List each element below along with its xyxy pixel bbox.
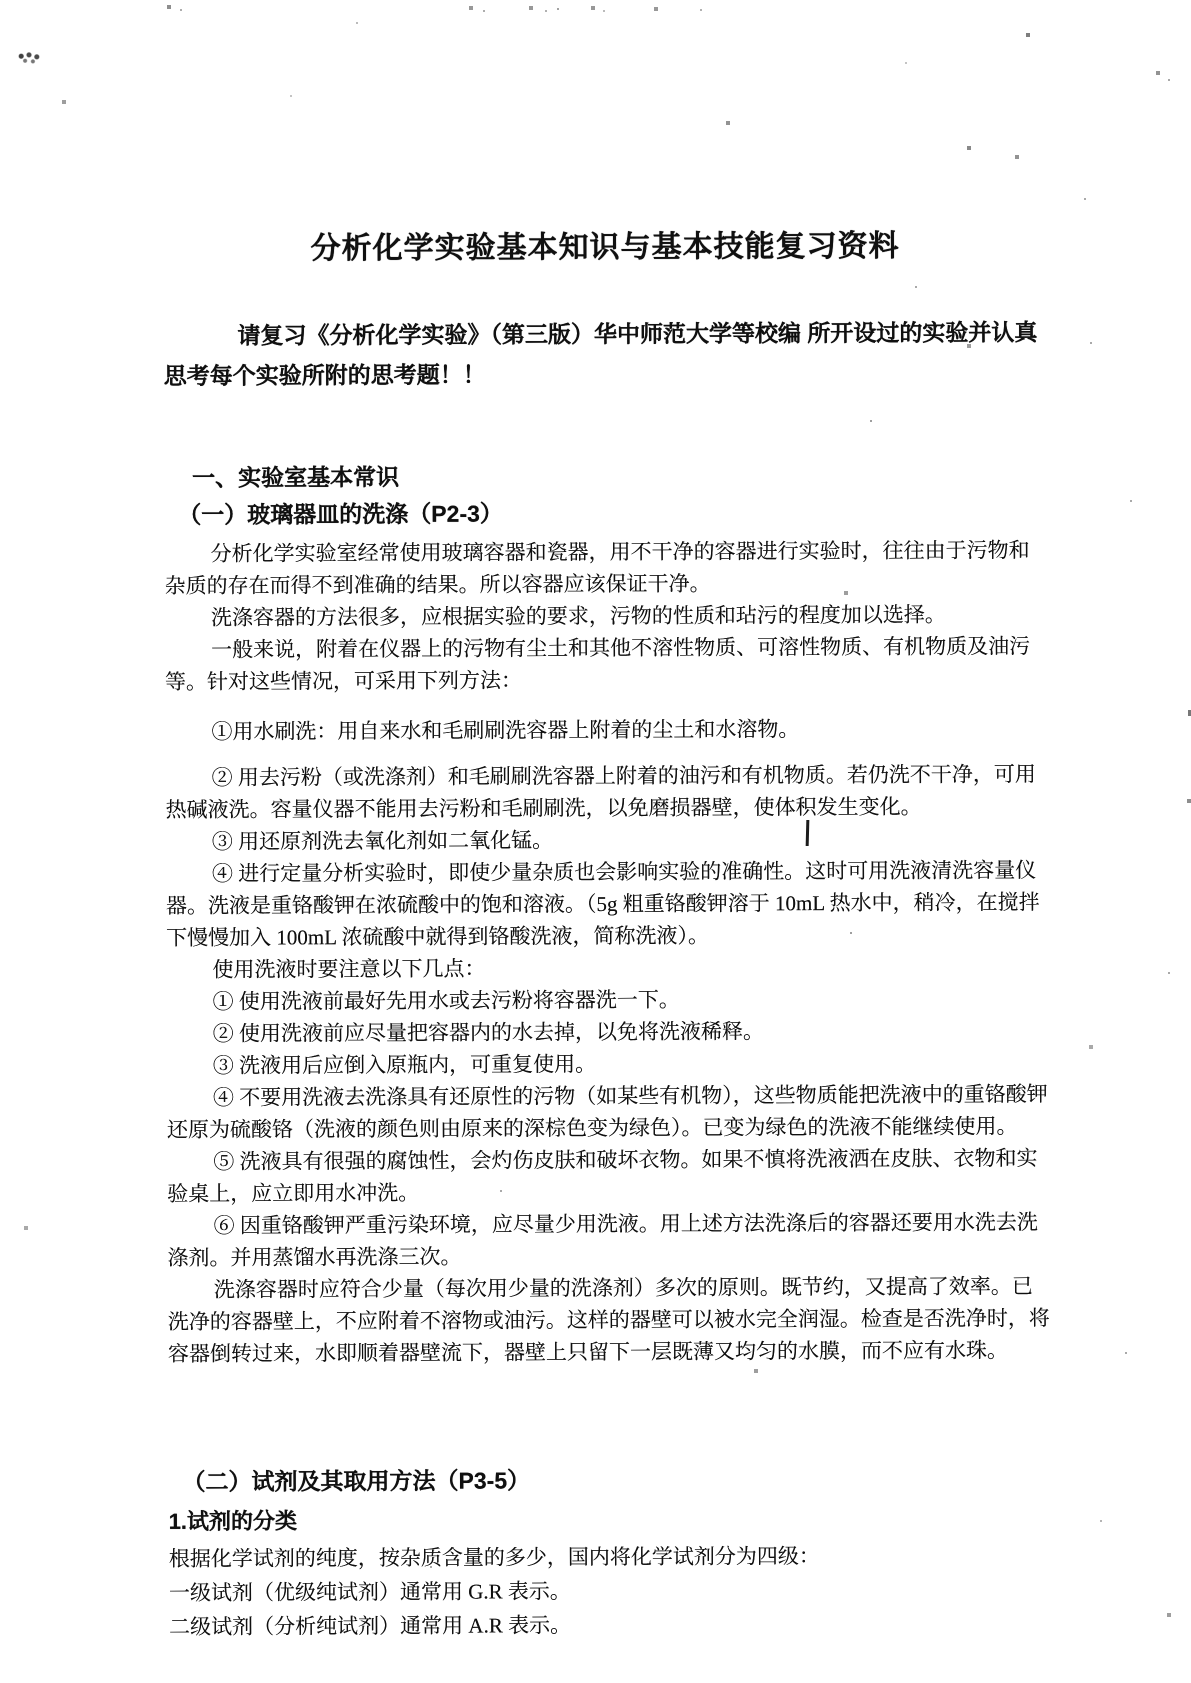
list-item-caution-3: ③ 洗液用后应倒入原瓶内，可重复使用。 — [212, 1052, 597, 1078]
list-item-method-3: ③ 用还原剂洗去氧化剂如二氧化锰。 — [211, 828, 554, 854]
reagent-line: 根据化学试剂的纯度，按杂质含量的多少，国内将化学试剂分为四级： — [168, 1544, 820, 1571]
cautions-intro: 使用洗液时要注意以下几点： — [212, 956, 486, 982]
document-page — [163, 220, 1053, 1644]
list-item-caution-2: ② 使用洗液前应尽量把容器内的水去掉，以免将洗液稀释。 — [212, 1019, 765, 1046]
paragraph: 分析化学实验室经常使用玻璃容器和瓷器，用不干净的容器进行实验时，往往由于污物和杂质的存在而得不到准确的结果。所以容器应该保证干净。 — [164, 538, 1030, 598]
scan-noise-speckles — [0, 0, 2, 2]
list-item-method-1: ①用水刷洗：用自来水和毛刷刷洗容器上附着的尘土和水溶物。 — [211, 717, 800, 744]
paragraph: 洗涤容器的方法很多，应根据实验的要求，污物的性质和玷污的程度加以选择。 — [210, 602, 946, 630]
closing-paragraph: 洗涤容器时应符合少量（每次用少量的洗涤剂）多次的原则。既节约，又提高了效率。已洗净的容器壁上，不应附着不溶物或油污。这样的器壁可以被水完全润湿。检查是否洗净时，将容器倒转过来，水即顺着器壁流下，器壁上只留下一层既薄又均匀的水膜，而不应有水珠。 — [167, 1274, 1050, 1366]
subsection-reagents-heading: （二）试剂及其取用方法（P3-5） — [182, 1467, 531, 1495]
scan-smudge-mark — [16, 51, 42, 64]
list-item-caution-4: ④ 不要用洗液去洗涤具有还原性的污物（如某些有机物），这些物质能把洗液中的重铬酸钾还原为硫酸铬（洗液的颜色则由原来的深棕色变为绿色）。已变为绿色的洗液不能继续使用。 — [166, 1082, 1048, 1142]
subsection-glassware-heading: （一）玻璃器皿的洗涤（P2-3） — [178, 500, 503, 528]
reagent-classification-heading: 1.试剂的分类 — [168, 1508, 298, 1534]
reagent-line: 一级试剂（优级纯试剂）通常用 G.R 表示。 — [168, 1579, 571, 1605]
paragraph: 一般来说，附着在仪器上的污物有尘土和其他不溶性物质、可溶性物质、有机物质及油污等。针对这些情况，可采用下列方法： — [164, 634, 1031, 694]
list-item-caution-1: ① 使用洗液前最好先用水或去污粉将容器洗一下。 — [212, 987, 680, 1014]
section-1-heading: 一、实验室基本常识 — [192, 463, 400, 491]
list-item-method-4: ④ 进行定量分析实验时，即使少量杂质也会影响实验的准确性。这时可用洗液清洗容量仪器。洗液是重铬酸钾在浓硫酸中的饱和溶液。（5g 粗重铬酸钾溶于 10mL 热水中，稍冷，在搅拌下慢慢加入 100mL 浓硫酸中就得到铬酸洗液，简称洗液）。 — [165, 858, 1040, 950]
list-item-method-2: ② 用去污粉（或洗涤剂）和毛刷刷洗容器上附着的油污和有机物质。若仍洗不干净，可用热碱液洗。容量仪器不能用去污粉和毛刷刷洗，以免磨损器壁，使体积发生变化。 — [165, 762, 1036, 822]
document-title: 分析化学实验基本知识与基本技能复习资料 — [310, 229, 900, 266]
intro-paragraph: 请复习《分析化学实验》（第三版）华中师范大学等校编 所开设过的实验并认真思考每个实验所附的思考题！！ — [163, 319, 1038, 389]
list-item-caution-6: ⑥ 因重铬酸钾严重污染环境，应尽量少用洗液。用上述方法洗涤后的容器还要用水洗去洗涤剂。并用蒸馏水再洗涤三次。 — [167, 1210, 1038, 1270]
list-item-caution-5: ⑤ 洗液具有很强的腐蚀性，会灼伤皮肤和破坏衣物。如果不慎将洗液洒在皮肤、衣物和实验桌上，应立即用水冲洗。 — [167, 1146, 1038, 1206]
reagent-line: 二级试剂（分析纯试剂）通常用 A.R 表示。 — [169, 1613, 572, 1639]
